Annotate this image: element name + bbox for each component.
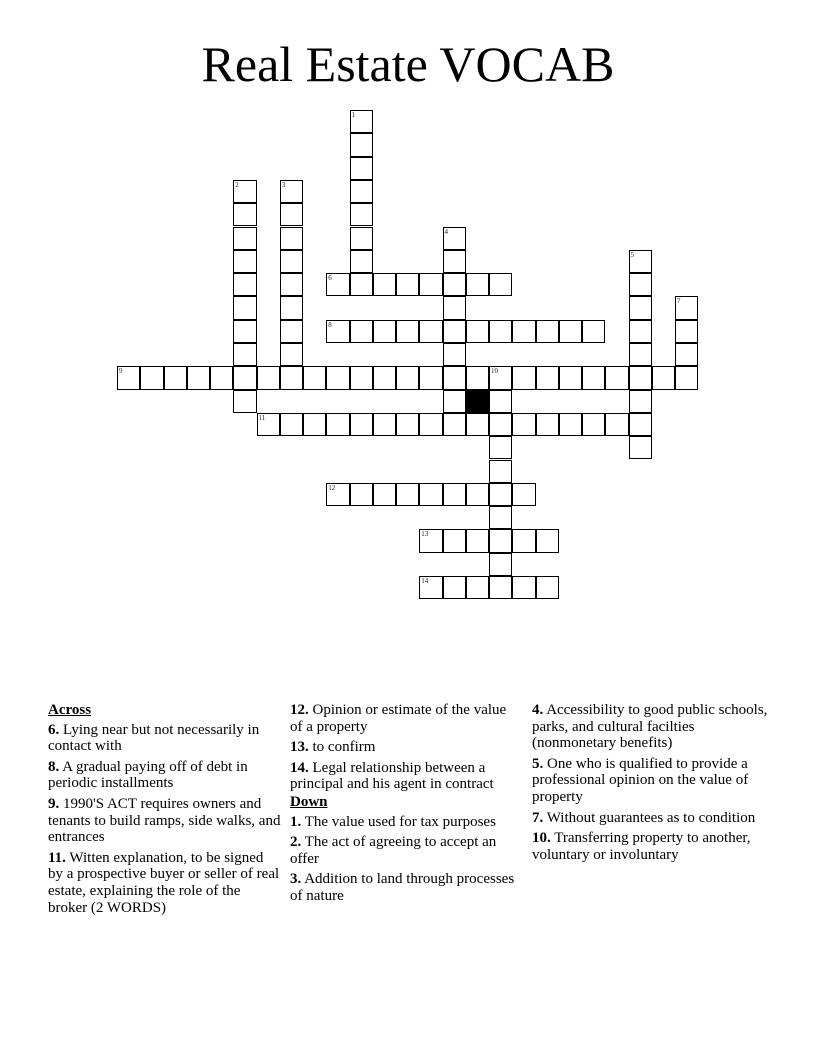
clue-text: Transferring property to another, voluntary or involuntary xyxy=(532,830,751,863)
grid-cell[interactable] xyxy=(512,366,535,389)
clue-number-label: 8 xyxy=(328,320,332,329)
clue-number-label: 6 xyxy=(328,274,332,283)
grid-cell[interactable] xyxy=(489,320,512,343)
grid-cell[interactable] xyxy=(396,366,419,389)
clue-number-label: 10 xyxy=(491,367,498,376)
clue-number-label: 9 xyxy=(119,367,123,376)
grid-cell[interactable] xyxy=(350,273,373,296)
grid-cell[interactable] xyxy=(559,320,582,343)
clue-down-7 xyxy=(532,810,772,827)
grid-cell[interactable] xyxy=(350,413,373,436)
grid-cell[interactable] xyxy=(559,413,582,436)
grid-cell[interactable] xyxy=(489,553,512,576)
clue-across-8 xyxy=(48,759,282,792)
grid-cell[interactable] xyxy=(140,366,163,389)
grid-cell[interactable] xyxy=(559,366,582,389)
grid-cell[interactable] xyxy=(280,273,303,296)
clue-down-2 xyxy=(290,834,516,867)
grid-cell[interactable] xyxy=(350,133,373,156)
grid-cell[interactable] xyxy=(257,366,280,389)
grid-cell[interactable] xyxy=(443,413,466,436)
clue-number-label: 4 xyxy=(444,227,448,236)
grid-cell[interactable] xyxy=(326,366,349,389)
grid-cell[interactable] xyxy=(280,320,303,343)
grid-cell[interactable] xyxy=(350,483,373,506)
grid-cell[interactable] xyxy=(373,366,396,389)
grid-cell[interactable] xyxy=(326,320,349,343)
grid-cell[interactable] xyxy=(373,413,396,436)
grid-cell[interactable] xyxy=(466,320,489,343)
grid-cell[interactable] xyxy=(443,250,466,273)
grid-cell[interactable] xyxy=(350,110,373,133)
grid-cell[interactable] xyxy=(187,366,210,389)
clues-column-3 xyxy=(532,702,772,867)
clue-number: 11. xyxy=(48,849,66,866)
grid-cell[interactable] xyxy=(350,157,373,180)
grid-cell[interactable] xyxy=(466,576,489,599)
clue-number: 12. xyxy=(290,702,309,718)
grid-cell[interactable] xyxy=(605,366,628,389)
grid-cell[interactable] xyxy=(233,366,256,389)
grid-cell[interactable] xyxy=(350,320,373,343)
grid-cell[interactable] xyxy=(396,320,419,343)
clue-number: 14. xyxy=(290,759,309,776)
grid-cell[interactable] xyxy=(536,529,559,552)
clue-number: 2. xyxy=(290,834,302,851)
grid-cell[interactable] xyxy=(419,483,442,506)
grid-cell[interactable] xyxy=(466,366,489,389)
grid-cell[interactable] xyxy=(373,483,396,506)
grid-cell[interactable] xyxy=(629,296,652,319)
clue-across-12 xyxy=(290,702,516,735)
clue-text: Opinion or estimate of the value of a property xyxy=(290,702,507,735)
grid-cell[interactable] xyxy=(489,273,512,296)
grid-cell[interactable] xyxy=(489,483,512,506)
clue-number-label: 3 xyxy=(281,180,286,189)
grid-cell[interactable] xyxy=(396,483,419,506)
clue-number-label: 5 xyxy=(630,250,634,259)
grid-cell[interactable] xyxy=(419,529,442,552)
grid-cell[interactable] xyxy=(280,413,303,436)
grid-cell[interactable] xyxy=(629,390,652,413)
grid-cell[interactable] xyxy=(675,320,698,343)
grid-cell[interactable] xyxy=(419,413,442,436)
grid-cell[interactable] xyxy=(489,460,512,483)
clue-text: 1990'S ACT requires owners and tenants to build ramps, side walks, and entrances xyxy=(48,795,281,846)
clue-number: 3. xyxy=(290,871,302,888)
grid-cell[interactable] xyxy=(466,529,489,552)
grid-cell[interactable] xyxy=(489,390,512,413)
grid-cell[interactable] xyxy=(443,296,466,319)
clue-number: 1. xyxy=(290,813,302,830)
grid-cell[interactable] xyxy=(233,390,256,413)
grid-cell[interactable] xyxy=(443,227,466,250)
grid-cell[interactable] xyxy=(466,483,489,506)
grid-cell[interactable] xyxy=(280,296,303,319)
grid-cell[interactable] xyxy=(629,436,652,459)
clue-text: Witten explanation, to be signed by a prospective buyer or seller of real estate, explaining the role of the broker (2 WORDS) xyxy=(48,849,280,916)
grid-cell[interactable] xyxy=(489,576,512,599)
clue-number-label: 13 xyxy=(421,530,429,539)
grid-cell[interactable] xyxy=(675,366,698,389)
grid-cell[interactable] xyxy=(350,180,373,203)
clue-number-label: 14 xyxy=(421,577,429,585)
clue-number: 5. xyxy=(532,755,544,772)
clue-number-label: 7 xyxy=(677,297,681,306)
grid-cell[interactable] xyxy=(257,413,280,436)
grid-cell[interactable] xyxy=(280,227,303,250)
grid-cell[interactable] xyxy=(396,273,419,296)
grid-cell[interactable] xyxy=(582,413,605,436)
clue-text: The value used for tax purposes xyxy=(304,813,496,830)
clue-across-13 xyxy=(290,739,516,756)
grid-cell[interactable] xyxy=(489,366,512,389)
grid-cell[interactable] xyxy=(582,320,605,343)
grid-cell[interactable] xyxy=(443,343,466,366)
grid-cell[interactable] xyxy=(629,250,652,273)
grid-cell[interactable] xyxy=(489,529,512,552)
grid-cell[interactable] xyxy=(466,413,489,436)
grid-cell[interactable] xyxy=(373,320,396,343)
grid-cell[interactable] xyxy=(350,366,373,389)
grid-cell[interactable] xyxy=(629,366,652,389)
grid-cell[interactable] xyxy=(303,366,326,389)
grid-cell[interactable] xyxy=(582,366,605,389)
grid-cell[interactable] xyxy=(419,320,442,343)
grid-cell[interactable] xyxy=(443,529,466,552)
grid-cell[interactable] xyxy=(489,413,512,436)
clue-number: 13. xyxy=(290,739,309,756)
clue-number-label: 2 xyxy=(235,180,239,189)
grid-cell[interactable] xyxy=(280,180,303,203)
grid-cell[interactable] xyxy=(233,273,256,296)
grid-cell[interactable] xyxy=(629,413,652,436)
grid-cell[interactable] xyxy=(233,227,256,250)
grid-cell[interactable] xyxy=(466,273,489,296)
grid-cell[interactable] xyxy=(326,483,349,506)
grid-cell[interactable] xyxy=(280,366,303,389)
clue-text: Lying near but not necessarily in contact with xyxy=(48,721,260,755)
grid-cell[interactable] xyxy=(489,506,512,529)
grid-cell[interactable] xyxy=(233,320,256,343)
grid-cell[interactable] xyxy=(443,320,466,343)
grid-cell[interactable] xyxy=(605,413,628,436)
grid-cell[interactable] xyxy=(419,273,442,296)
grid-cell[interactable] xyxy=(280,343,303,366)
grid-cell[interactable] xyxy=(443,483,466,506)
clue-text: Addition to land through processes of nature xyxy=(290,871,515,904)
clue-text: The act of agreeing to accept an offer xyxy=(290,834,497,867)
clue-across-9 xyxy=(48,796,282,846)
grid-cell[interactable] xyxy=(419,366,442,389)
clue-text: Without guarantees as to condition xyxy=(546,809,756,826)
clue-text: One who is qualified to provide a professional opinion on the value of property xyxy=(532,755,749,805)
clue-text: to confirm xyxy=(312,739,376,756)
clue-number-label: 1 xyxy=(351,111,355,119)
grid-cell[interactable] xyxy=(233,343,256,366)
grid-cell[interactable] xyxy=(233,203,256,226)
grid-cell[interactable] xyxy=(396,413,419,436)
clue-down-1 xyxy=(290,814,516,831)
grid-cell[interactable] xyxy=(629,343,652,366)
grid-cell[interactable] xyxy=(233,250,256,273)
grid-cell[interactable] xyxy=(629,273,652,296)
clue-down-10 xyxy=(532,830,772,863)
down-heading: Down xyxy=(290,793,328,810)
grid-cell[interactable] xyxy=(675,296,698,319)
grid-cell[interactable] xyxy=(675,343,698,366)
grid-cell[interactable] xyxy=(629,320,652,343)
clue-number-label: 11 xyxy=(258,413,266,422)
clue-text: Legal relationship between a principal and his agent in contract xyxy=(290,759,494,793)
grid-cell[interactable] xyxy=(536,413,559,436)
grid-cell[interactable] xyxy=(536,576,559,599)
grid-cell[interactable] xyxy=(512,320,535,343)
grid-cell[interactable] xyxy=(303,413,326,436)
clue-across-6 xyxy=(48,722,282,755)
grid-cell[interactable] xyxy=(326,273,349,296)
clues-column-1 xyxy=(48,702,282,920)
grid-cell[interactable] xyxy=(117,366,140,389)
grid-cell[interactable] xyxy=(350,250,373,273)
clue-number: 9. xyxy=(48,795,60,812)
grid-cell[interactable] xyxy=(233,296,256,319)
clue-number: 8. xyxy=(48,758,60,775)
grid-cell[interactable] xyxy=(350,203,373,226)
grid-cell[interactable] xyxy=(373,273,396,296)
grid-cell[interactable] xyxy=(652,366,675,389)
grid-cell[interactable] xyxy=(536,366,559,389)
grid-cell[interactable] xyxy=(326,413,349,436)
grid-cell[interactable] xyxy=(350,227,373,250)
clue-down-4 xyxy=(532,702,772,752)
grid-cell[interactable] xyxy=(233,180,256,203)
across-heading: Across xyxy=(48,702,92,718)
clue-number: 6. xyxy=(48,721,60,738)
clue-number: 7. xyxy=(532,809,544,826)
grid-cell[interactable] xyxy=(489,436,512,459)
clues-column-2 xyxy=(290,702,516,909)
grid-cell[interactable] xyxy=(280,250,303,273)
clue-across-11 xyxy=(48,850,282,916)
clue-text: Accessibility to good public schools, parks, and cultural facilties (nonmonetary benefits) xyxy=(532,702,768,752)
clue-across-14 xyxy=(290,760,516,793)
grid-cell[interactable] xyxy=(210,366,233,389)
grid-cell[interactable] xyxy=(512,529,535,552)
clue-number: 10. xyxy=(532,830,551,847)
grid-cell[interactable] xyxy=(419,576,442,599)
black-cell xyxy=(466,390,489,413)
grid-cell[interactable] xyxy=(536,320,559,343)
grid-cell[interactable] xyxy=(164,366,187,389)
grid-cell[interactable] xyxy=(512,413,535,436)
clue-text: A gradual paying off of debt in periodic installments xyxy=(48,758,248,792)
grid-cell[interactable] xyxy=(512,576,535,599)
clue-number-label: 12 xyxy=(328,483,336,492)
grid-cell[interactable] xyxy=(280,203,303,226)
grid-cell[interactable] xyxy=(443,576,466,599)
grid-cell[interactable] xyxy=(443,390,466,413)
grid-cell[interactable] xyxy=(443,366,466,389)
clue-down-3 xyxy=(290,871,516,904)
puzzle-title: Real Estate VOCAB xyxy=(201,36,615,92)
clue-down-5 xyxy=(532,756,772,806)
grid-cell[interactable] xyxy=(512,483,535,506)
clue-number: 4. xyxy=(532,702,544,718)
grid-cell[interactable] xyxy=(443,273,466,296)
